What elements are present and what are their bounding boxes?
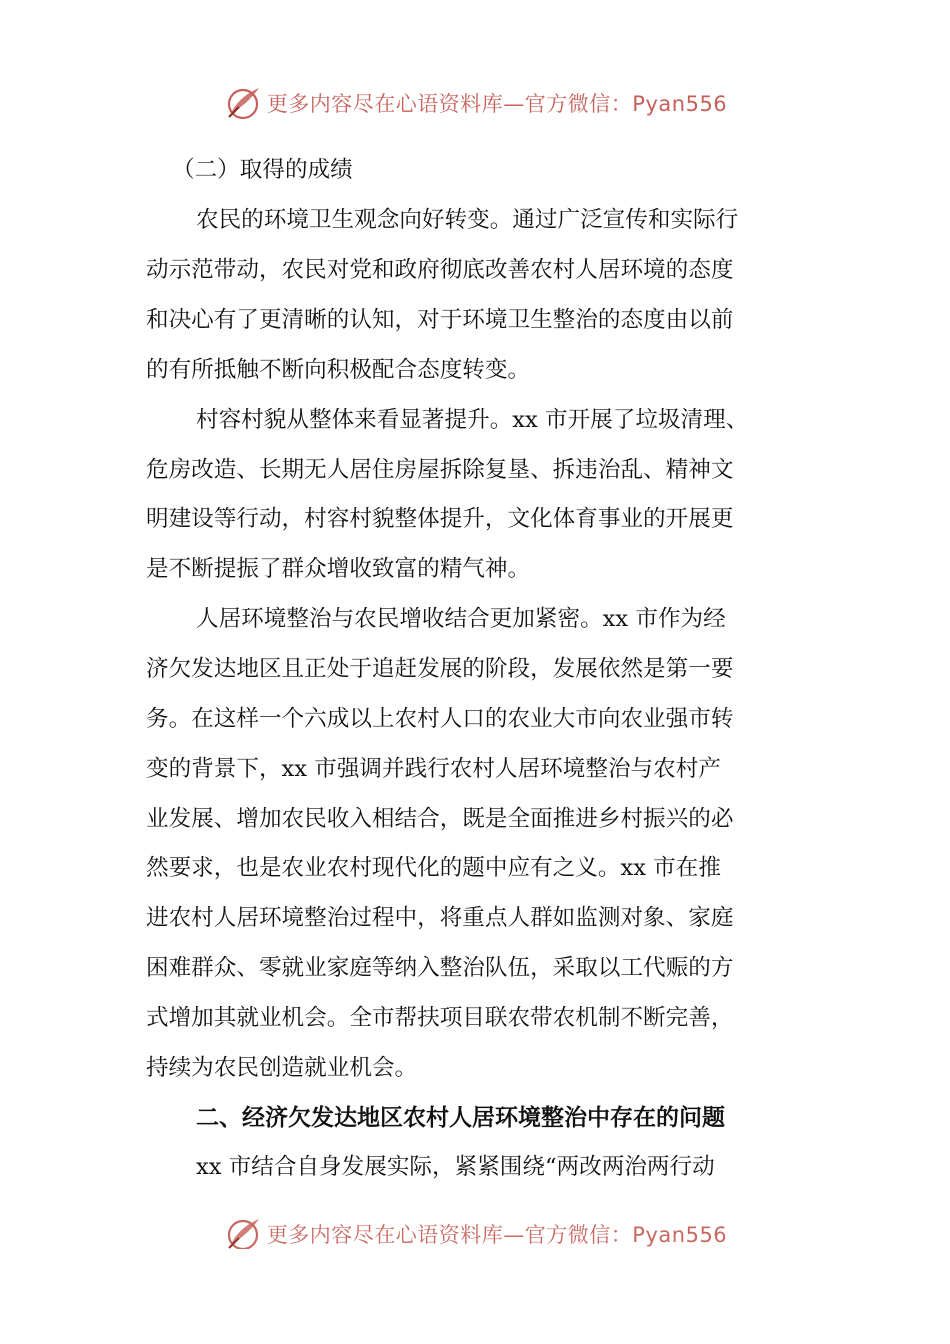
paragraph-line: 务。在这样一个六成以上农村人口的农业大市向农业强市转 [146,706,734,732]
paragraph-line: 村容村貌从整体来看显著提升。xx 市开展了垃圾清理、 [196,407,749,433]
paragraph-line: 业发展、增加农民收入相结合，既是全面推进乡村振兴的必 [146,806,734,832]
paragraph-line: 和决心有了更清晰的认知，对于环境卫生整治的态度由以前 [146,307,734,333]
watermark-text: 更多内容尽在心语资料库—官方微信：Pyan556 [266,1223,728,1247]
paragraph-line: 变的背景下，xx 市强调并践行农村人居环境整治与农村产 [146,756,721,782]
watermark-text: 更多内容尽在心语资料库—官方微信：Pyan556 [266,92,728,116]
paragraph-line: 的有所抵触不断向积极配合态度转变。 [146,357,531,383]
watermark-footer [0,1197,950,1249]
paragraph-line: 是不断提振了群众增收致富的精气神。 [146,556,531,582]
paragraph-line: 动示范带动，农民对党和政府彻底改善农村人居环境的态度 [146,257,734,283]
paragraph-line: 持续为农民创造就业机会。 [146,1055,418,1081]
paragraph-line: 式增加其就业机会。全市帮扶项目联农带农机制不断完善， [146,1005,734,1031]
paragraph-line: 明建设等行动，村容村貌整体提升，文化体育事业的开展更 [146,506,734,532]
paragraph-line: 危房改造、长期无人居住房屋拆除复垦、拆违治乱、精神文 [146,457,734,483]
paragraph-line: 然要求，也是农业农村现代化的题中应有之义。xx 市在推 [146,855,721,881]
feather-pen-logo-icon [223,83,263,123]
paragraph-line: 济欠发达地区且正处于追赶发展的阶段，发展依然是第一要 [146,656,734,682]
paragraph-line: 困难群众、零就业家庭等纳入整治队伍，采取以工代赈的方 [146,955,734,981]
feather-pen-logo-icon [223,1214,263,1249]
section-heading: 二、经济欠发达地区农村人居环境整治中存在的问题 [196,1105,725,1131]
paragraph-line: 人居环境整治与农民增收结合更加紧密。xx 市作为经 [196,606,726,632]
watermark-header [0,78,950,128]
paragraph-line: 进农村人居环境整治过程中，将重点人群如监测对象、家庭 [146,905,734,931]
paragraph-line: xx 市结合自身发展实际，紧紧围绕“两改两治两行动 [196,1154,715,1180]
subsection-title: （二）取得的成绩 [172,157,353,183]
paragraph-line: 农民的环境卫生观念向好转变。通过广泛宣传和实际行 [196,207,739,233]
